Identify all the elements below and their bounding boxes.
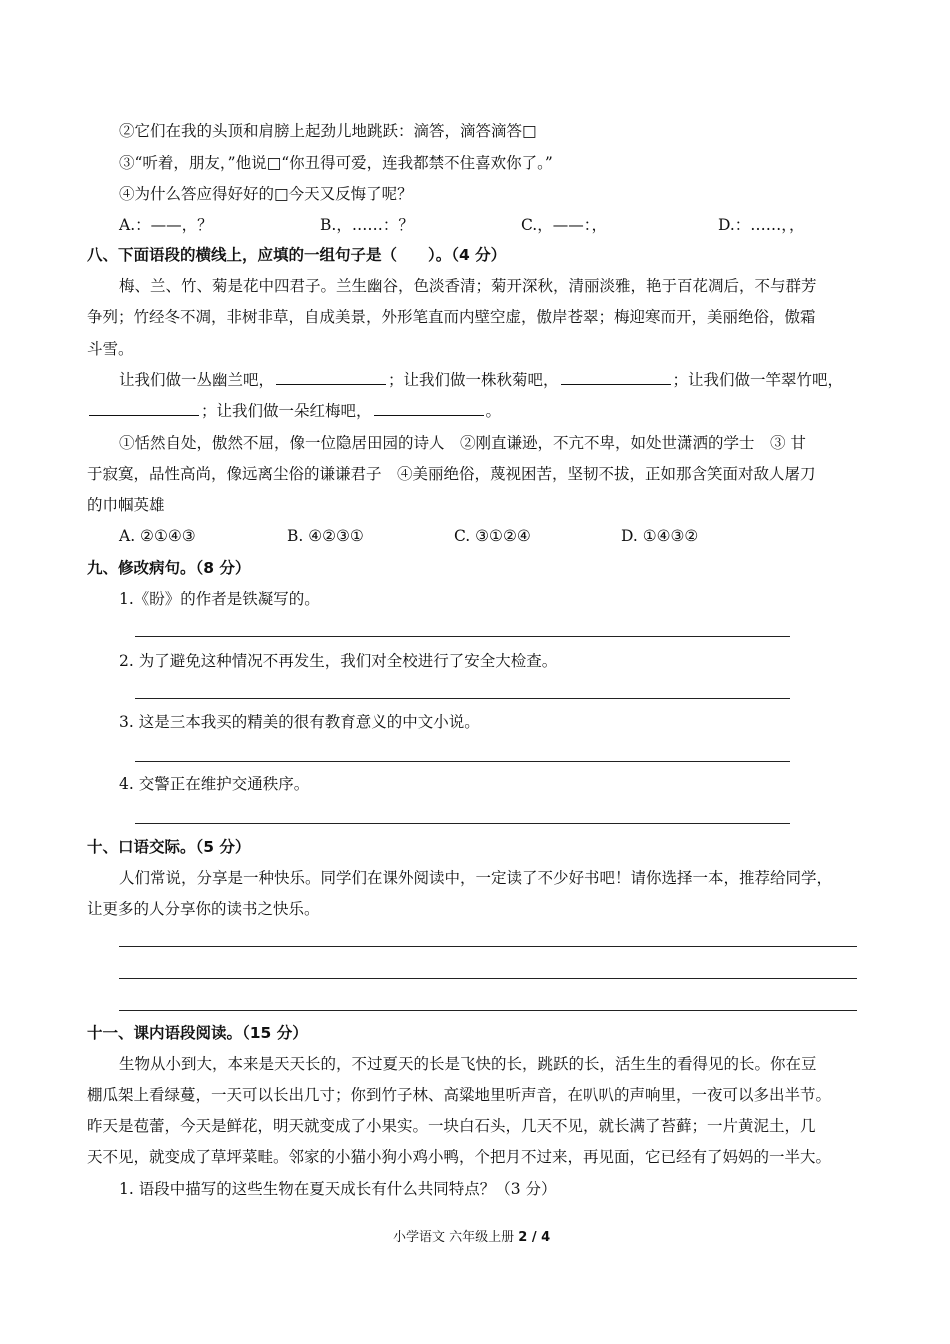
answer-line[interactable] [119,1010,857,1011]
q8-fill-text-4: ；让我们做一朵红梅吧， [201,402,372,420]
page-number: 2 / 4 [518,1230,551,1245]
q8-passage-line-2: 争列；竹经冬不凋，非树非草，自成美景，外形笔直而内壁空虚，傲岸苍翠；梅迎寒而开，美丽绝俗，傲霜 [87,308,816,326]
q11-passage-line-4: 天不见，就变成了草坪菜畦。邻家的小猫小狗小鸡小鸭，个把月不过来，再见面，它已经有了妈妈的一半大。 [87,1148,832,1166]
q9-title: 九、修改病句。（8 分） [87,559,251,577]
q7-option-a: A.：——，？ [119,216,213,234]
q11-passage-line-3: 昨天是苞蕾，今天是鲜花，明天就变成了小果实。一块白石头，几天不见，就长满了苔藓；一片黄泥土，几 [87,1117,816,1135]
q8-choices-line-2: 于寂寞，品性高尚，像远离尘俗的谦谦君子 ④美丽绝俗，蔑视困苦，坚韧不拔，正如那含笑面对敌人屠刀 [87,465,816,483]
q9-item-3: 3. 这是三本我买的精美的很有教育意义的中文小说。 [119,713,480,731]
answer-line[interactable] [135,698,790,699]
q8-title: 八、下面语段的横线上，应填的一组句子是（ ）。（4 分） [87,246,507,264]
answer-line[interactable] [135,636,790,637]
q10-title: 十、口语交际。（5 分） [87,838,251,856]
q11-title: 十一、课内语段阅读。（15 分） [87,1024,308,1042]
q8-passage-line-1: 梅、兰、竹、菊是花中四君子。兰生幽谷，色淡香清；菊开深秋，清丽淡雅，艳于百花凋后，不与群芳 [119,277,817,295]
fill-blank[interactable] [561,369,671,385]
answer-line[interactable] [135,761,790,762]
q8-fill-line-2 [87,400,501,422]
q8-fill-text-5: 。 [485,402,502,420]
q8-passage-line-3: 斗雪。 [87,340,134,358]
q9-item-1: 1.《盼》的作者是铁凝写的。 [119,590,320,608]
q7-sentence-3: ③“听着，朋友，”他说□“你丑得可爱，连我都禁不住喜欢你了。” [119,154,553,172]
q9-item-4: 4. 交警正在维护交通秩序。 [119,775,310,793]
q8-fill-line-1 [119,369,843,391]
q7-sentence-2: ②它们在我的头顶和肩膀上起劲儿地跳跃：滴答，滴答滴答□ [119,122,537,140]
fill-blank[interactable] [276,369,386,385]
q8-option-b: B. ④②③① [287,527,364,545]
q8-choices-line-1: ①恬然自处，傲然不屈，像一位隐居田园的诗人 ②刚直谦逊，不亢不卑，如处世潇洒的学士 ③ 甘 [119,434,806,452]
answer-line[interactable] [119,946,857,947]
q9-item-2: 2. 为了避免这种情况不再发生，我们对全校进行了安全大检查。 [119,652,558,670]
q7-option-b: B.，……：？ [320,216,414,234]
q11-passage-line-2: 棚瓜架上看绿蔓，一天可以长出几寸；你到竹子林、高粱地里听声音，在叭叭的声响里，一夜可以多出半节。 [87,1086,832,1104]
q8-option-a: A. ②①④③ [119,527,196,545]
q8-fill-text-3: ；让我们做一竿翠竹吧， [672,371,844,389]
answer-line[interactable] [119,978,857,979]
q11-passage-line-1: 生物从小到大，本来是天天长的，不过夏天的长是飞快的长，跳跃的长，活生生的看得见的长。你在豆 [119,1055,817,1073]
q7-sentence-4: ④为什么答应得好好的□今天又反悔了呢？ [119,185,413,203]
footer-label: 小学语文 六年级上册 [393,1230,515,1245]
q8-option-c: C. ③①②④ [454,527,531,545]
q11-question-1: 1. 语段中描写的这些生物在夏天成长有什么共同特点？（3 分） [119,1180,557,1198]
fill-blank[interactable] [89,400,199,416]
q7-option-d: D.：……，， [718,216,805,234]
q10-prompt-line-1: 人们常说，分享是一种快乐。同学们在课外阅读中，一定读了不少好书吧！请你选择一本，推荐给同学， [119,869,833,887]
q8-choices-line-3: 的巾帼英雄 [87,496,165,514]
answer-line[interactable] [135,823,790,824]
q7-option-c: C.，——：， [521,216,607,234]
q8-fill-text-1: 让我们做一丛幽兰吧， [119,371,275,389]
page-footer [393,1227,550,1249]
q8-option-d: D. ①④③② [621,527,699,545]
q8-fill-text-2: ；让我们做一株秋菊吧， [388,371,559,389]
fill-blank[interactable] [374,400,484,416]
q10-prompt-line-2: 让更多的人分享你的读书之快乐。 [87,900,320,918]
